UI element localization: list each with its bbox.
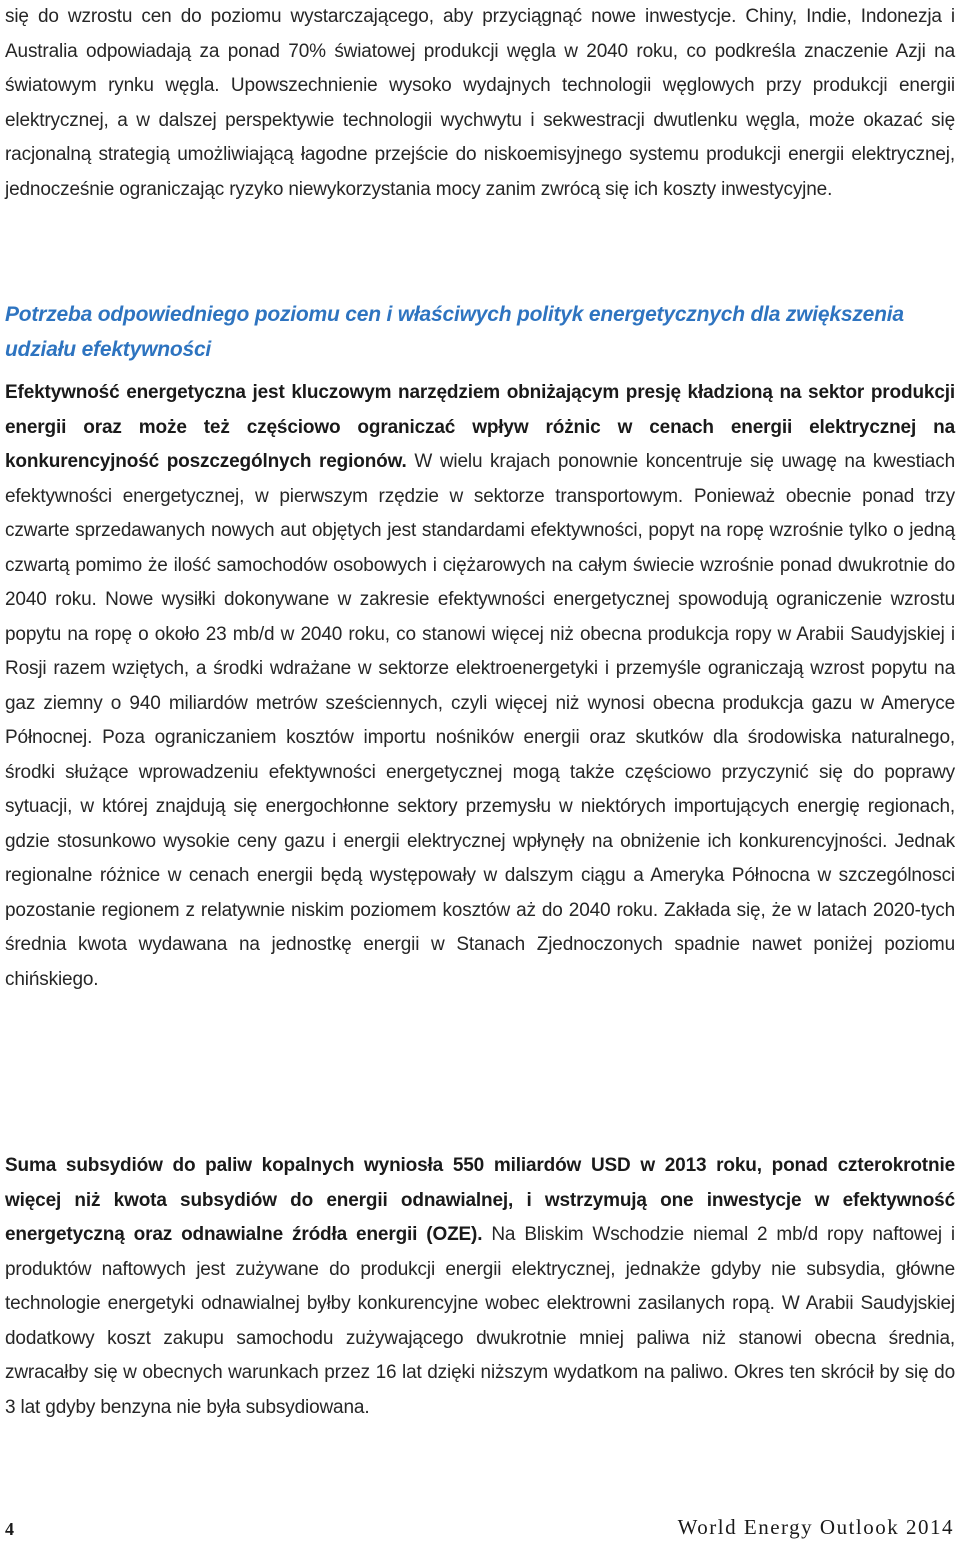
body-paragraph-coal [5,0,955,207]
section-heading: Potrzeba odpowiedniego poziomu cen i właściwych polityk energetycznych dla zwiększenia udziału efektywności [5,303,904,361]
paragraph-text: się do wzrostu cen do poziomu wystarczającego, aby przyciągnąć nowe inwestycje. Chiny, Indie, Indonezja i Australia odpowiadają za ponad 70% światowej produkcji węgla w 2040 roku, co podkreśla znaczenie Azji na światowym rynku węgla. Upowszechnienie wysoko wydajnych technologii węglowych przy produkcji energii elektrycznej, a w dalszej perspektywie technologii wychwytu i sekwestracji dwutlenku węgla, może okazać się racjonalną strategią umożliwiającą łagodne przejście do niskoemisyjnego systemu produkcji energii elektrycznej, jednocześnie ograniczając ryzyko niewykorzystania mocy zanim zwrócą się ich koszty inwestycyjne. [5,6,955,200]
paragraph-lead-bold: Efektywność energetyczna jest kluczowym narzędziem obniżającym presję kładzioną na sektor produkcji energii oraz może też częściowo ograniczać wpływ różnic w cenach energii elektrycznej na konkurencyjność poszczególnych regionów. [5,382,955,472]
paragraph-lead-bold: Suma subsydiów do paliw kopalnych wyniosła 550 miliardów USD w 2013 roku, ponad czterokrotnie więcej niż kwota subsydiów do energii odnawialnej, i wstrzymują one inwestycje w efektywność energetyczną oraz odnawialne źródła energii (OZE). [5,1155,955,1245]
paragraph-text: Na Bliskim Wschodzie niemal 2 mb/d ropy naftowej i produktów naftowych jest zużywane do produkcji energii elektrycznej, jednakże gdyby nie subsydia, główne technologie energetyki odnawialnej byłby konkurencyjne wobec elektrowni zasilanych ropą. W Arabii Saudyjskiej dodatkowy koszt zakupu samochodu zużywającego dwukrotnie mniej paliwa niż stanowi obecna średnia, zwracałby się w obecnych warunkach przez 16 lat dzięki niższym wydatkom na paliwo. Okres ten skrócił by się do 3 lat gdyby benzyna nie była subsydiowana. [5,1224,955,1418]
publication-title: World Energy Outlook 2014 [677,1515,954,1539]
page-number: 4 [5,1519,14,1539]
paragraph-text: W wielu krajach ponownie koncentruje się uwagę na kwestiach efektywności energetycznej, w pierwszym rzędzie w sektorze transportowym. Ponieważ obecnie ponad trzy czwarte sprzedawanych nowych aut objętych jest standardami efektywności, popyt na ropę wzrośnie tylko o jedną czwartą pomimo że ilość samochodów osobowych i ciężarowych na całym świecie wzrośnie ponad dwukrotnie do 2040 roku. Nowe wysiłki dokonywane w zakresie efektywności energetycznej spowodują ograniczenie wzrostu popytu na ropę o około 23 mb/d w 2040 roku, co stanowi więcej niż obecna produkcja ropy w Arabii Saudyjskiej i Rosji razem wziętych, a środki wdrażane w sektorze elektroenergetyki i przemyśle ograniczają wzrost popytu na gaz ziemny o 940 miliardów metrów sześciennych, czyli więcej niż wynosi obecna produkcja gazu w Ameryce Północnej. Poza ograniczaniem kosztów importu nośników energii oraz skutków dla środowiska naturalnego, środki służące wprowadzeniu efektywności energetycznej mogą także częściowo przyczynić się do poprawy sytuacji, w której znajdują się energochłonne sektory przemysłu w niektórych importujących energię regionach, gdzie stosunkowo wysokie ceny gazu i energii elektrycznej wpłynęły na obniżenie ich konkurencyjności. Jednak regionalne różnice w cenach energii będą występowały w dalszym ciągu a Ameryka Północna w szczególnosci pozostanie regionem z relatywnie niskim poziomem kosztów aż do 2040 roku. Zakłada się, że w latach 2020-tych średnia kwota wydawana na jednostkę energii w Stanach Zjednoczonych spadnie nawet poniżej poziomu chińskiego. [5,451,955,990]
body-paragraph-subsidies [5,1149,955,1425]
body-paragraph-efficiency [5,376,955,997]
